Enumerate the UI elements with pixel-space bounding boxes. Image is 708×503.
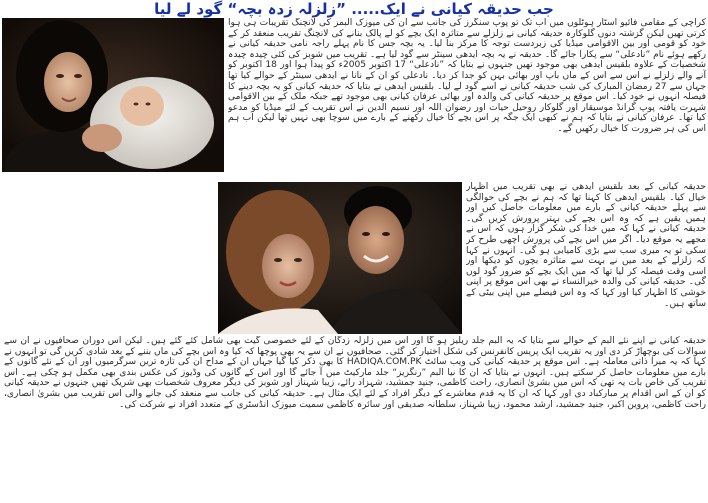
article-paragraph-bottom <box>4 336 706 501</box>
article-paragraph-top <box>228 18 706 182</box>
article-paragraph-top-text: کراچی کے مقامی فائیو اسٹار ہوٹلوں میں اب تک تو پوپ سنگرز کی جانب سے ان کی میوزک البمز کی لانچنگ تقریبات ہی ہوا کرتی تھیں لیکن گزشتہ دنوں گلوکارہ حدیقہ کیانی نے زلزلے سے متاثرہ ایک بچے کو لے پالک بنانے کی لانچنگ تقریب منعقد کر کے خود کو قومی اور بین الاقوامی میڈیا کی زبردست توجہ کا مرکز بنا لیا۔ یہ بچہ جس کا نام پہلے راجہ نامی حدیقہ کیانی نے رکھے ہوئے نام ”نادعلی“ سے پکارا جائے گا۔ حدیقہ نے یہ بچہ ایدھی سینٹر سے گود لیا ہے۔ تقریب میں شوبز کی کئی چیدہ چیدہ شخصیات کے علاوہ بلقیس ایدھی بھی موجود تھیں جنہوں نے بتایا کہ ”نادعلی“ 17 اکتوبر 2005ء کو پیدا ہوا اور 18 اکتوبر کو آنے والے زلزلے نے اس سے اس کے ماں باپ اور بھائی بہن کو جدا کر دیا۔ نادعلی کو ان کے نانا نے ایدھی سینٹر کے حوالے کیا تھا جہاں سے 27 رمضان المبارک کی شب حدیقہ کیانی نے اسے گود لے لیا۔ بلقیس ایدھی نے بتایا کہ حدیقہ کیانی کو یہ بچہ دینے کا فیصلہ انہوں نے خود کیا۔ اس موقع پر حدیقہ کیانی کی والدہ اور بھائی عرفان کیانی بھی موجود تھے جبکہ ملک کے بین الاقوامی شہرت یافتہ پوپ گرانڈ موسیقار اور گلوکار روحیل حیات اور رضوان اللہ اور نسیم الدین نے اس تقریب کے لئے میڈیا کو مدعو کیا تھا۔ عرفان کیانی نے بتایا کہ ہم نے کبھی ایک جگہ پر اس بچے کا خیال رکھنے کے بارے میں سوچا بھی نہیں تھا لیکن اب ہم اس کی ہر ضرورت کا خیال رکھیں گے۔ <box>228 18 706 134</box>
article-headline: جب حدیقہ کیانی نے ایک..... ”زلزلہ زدہ بچہ“ گود لے لیا <box>154 0 554 18</box>
photo-hadiqa-with-brother <box>218 182 462 334</box>
photo-hadiqa-with-brother-image <box>218 182 462 334</box>
photo-hadiqa-with-baby <box>2 18 224 172</box>
article-paragraph-right-text: حدیقہ کیانی کے بعد بلقیس ایدھی نے بھی تقریب میں اظہار خیال کیا۔ بلقیس ایدھی کا کہنا تھا کہ ہم نے بچے کی حوالگی سے پہلے حدیقہ کیانی کے بارے میں معلومات حاصل کیں اور ہمیں یقین ہے کہ وہ اس بچے کی بہتر پرورش کریں گی۔ حدیقہ کیانی نے کہا کہ میں خدا کی شکر گزار ہوں کہ اس نے مجھے یہ موقع دیا۔ اگر میں اس بچے کی پرورش اچھی طرح کر سکی تو یہ میری سب سے بڑی کامیابی ہو گی۔ انہوں نے کہا کہ زلزلے کے بعد میں نے بہت سے متاثرہ بچوں کو دیکھا اور اسی وقت فیصلہ کر لیا تھا کہ میں ایک بچے کو ضرور گود لوں گی۔ حدیقہ کیانی کی والدہ خیرالنساء نے بھی اس موقع پر اپنی خوشی کا اظہار کیا اور کہا کہ وہ اس فیصلے میں اپنی بیٹی کے ساتھ ہیں۔ <box>466 182 706 309</box>
article-paragraph-right <box>466 182 706 336</box>
photo-hadiqa-with-baby-image <box>2 18 224 172</box>
article-paragraph-bottom-text: حدیقہ کیانی نے اپنے نئے البم کے حوالے سے بتایا کہ یہ البم جلد ریلیز ہو گا اور اس میں زلزلہ زدگان کے لئے خصوصی گیت بھی شامل کئے گئے ہیں۔ لیکن اس دوران صحافیوں نے ان سے سوالات کی بوچھاڑ کر دی اور یہ تقریب ایک پریس کانفرنس کی شکل اختیار کر گئی۔ صحافیوں نے ان سے یہ بھی پوچھا کہ کیا وہ اس بچے کی ماں بننے کے بعد شادی کریں گی تو انہوں نے کہا کہ یہ میرا ذاتی معاملہ ہے۔ اس موقع پر حدیقہ کیانی کی ویب سائٹ HADIQA.COM.PK کا بھی ذکر کیا گیا جہاں ان کے مداح ان کی تازہ ترین سرگرمیوں اور ان کے نئے گانوں کے بارے میں معلومات حاصل کر سکتے ہیں۔ انہوں نے بتایا کہ ان کا نیا البم ”رنگریز“ جلد مارکیٹ میں آ جائے گا اور اس کے گانوں کی وڈیوز کی عکس بندی بھی مکمل ہو چکی ہے۔ اس تقریب کی خاص بات یہ تھی کہ اس میں بشریٰ انصاری، راحت کاظمی، جنید جمشید، شہزاد رائے، زیبا شہناز اور شوبز کی دیگر معروف شخصیات بھی شریک تھیں جنہوں نے حدیقہ کیانی کو ان کے اس اقدام پر مبارکباد دی اور کہا کہ ان کا یہ قدم معاشرے کے دیگر افراد کے لئے ایک مثال ہے۔ حدیقہ کیانی کی جانب سے منعقد کی جانے والی اس تقریب میں بشریٰ انصاری، راحت کاظمی، پروین اکبر، جنید جمشید، ارشد محمود، زیبا شہناز، سلطانہ صدیقی اور سائرہ کاظمی سمیت میوزک انڈسٹری کے متعدد افراد نے شرکت کی۔ <box>4 336 706 410</box>
